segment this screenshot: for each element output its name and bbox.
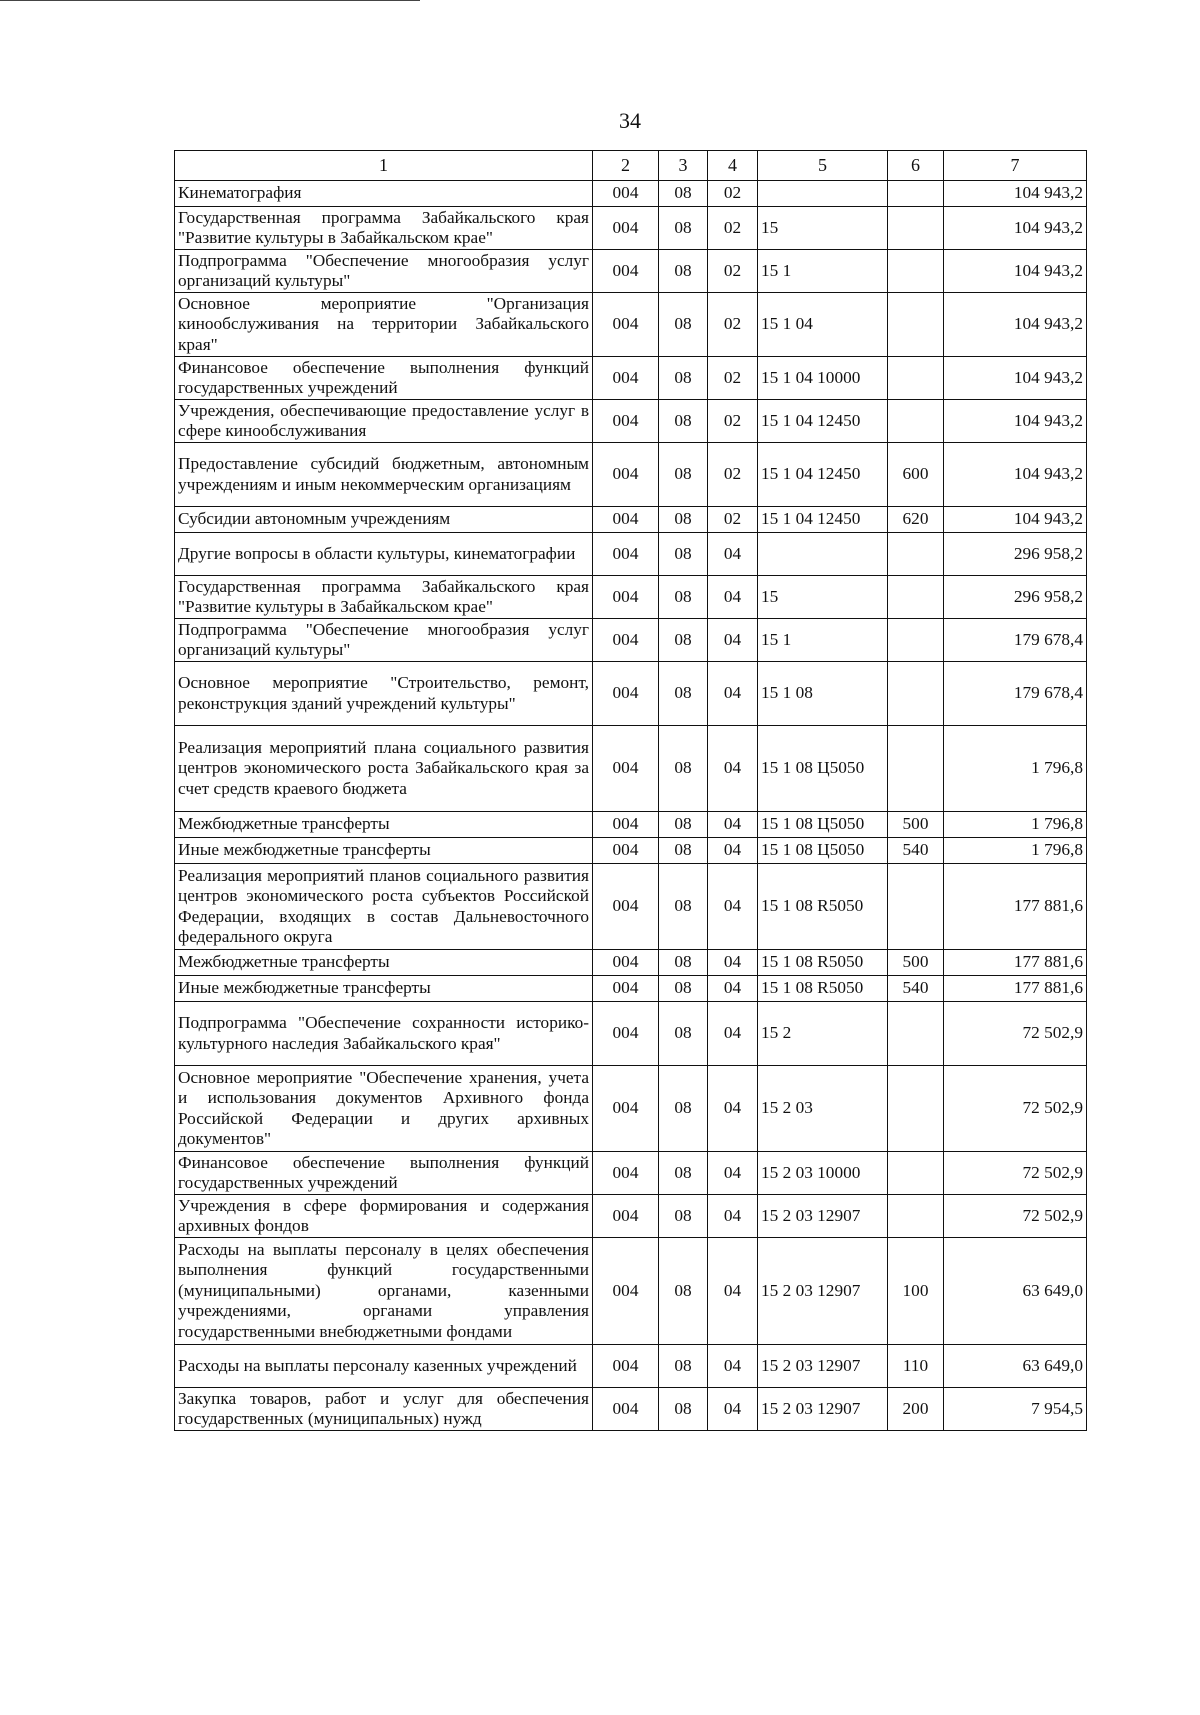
- expense-type-cell: [888, 181, 944, 207]
- admin-code-cell: 004: [593, 400, 659, 443]
- section-cell: 08: [659, 1152, 708, 1195]
- amount-cell: 1 796,8: [944, 812, 1087, 838]
- row-name-cell: Учреждения в сфере формирования и содержания архивных фондов: [175, 1195, 593, 1238]
- admin-code-cell: 004: [593, 250, 659, 293]
- row-name-cell: Подпрограмма "Обеспечение многообразия услуг организаций культуры": [175, 250, 593, 293]
- target-article-cell: 15 1 08 Ц5050: [758, 812, 888, 838]
- row-name-cell: Государственная программа Забайкальского края "Развитие культуры в Забайкальском крае": [175, 207, 593, 250]
- amount-cell: 177 881,6: [944, 976, 1087, 1002]
- table-row: [175, 1002, 1087, 1066]
- subsection-cell: 04: [708, 812, 758, 838]
- row-name-cell: Иные межбюджетные трансферты: [175, 838, 593, 864]
- amount-cell: 104 943,2: [944, 207, 1087, 250]
- section-cell: 08: [659, 443, 708, 507]
- subsection-cell: 04: [708, 1238, 758, 1345]
- table-row: [175, 443, 1087, 507]
- expense-type-cell: [888, 400, 944, 443]
- row-name-cell: Подпрограмма "Обеспечение сохранности историко-культурного наследия Забайкальского края": [175, 1002, 593, 1066]
- amount-cell: 104 943,2: [944, 293, 1087, 357]
- amount-cell: 179 678,4: [944, 662, 1087, 726]
- column-header: 1: [175, 151, 593, 181]
- admin-code-cell: 004: [593, 976, 659, 1002]
- section-cell: 08: [659, 507, 708, 533]
- row-name-cell: Основное мероприятие "Организация кинообслуживания на территории Забайкальского края": [175, 293, 593, 357]
- amount-cell: 104 943,2: [944, 250, 1087, 293]
- section-cell: 08: [659, 812, 708, 838]
- amount-cell: 296 958,2: [944, 576, 1087, 619]
- section-cell: 08: [659, 576, 708, 619]
- admin-code-cell: 004: [593, 726, 659, 812]
- expense-type-cell: 110: [888, 1345, 944, 1388]
- expense-type-cell: [888, 1066, 944, 1152]
- target-article-cell: [758, 181, 888, 207]
- subsection-cell: 04: [708, 726, 758, 812]
- expense-type-cell: [888, 250, 944, 293]
- admin-code-cell: 004: [593, 1345, 659, 1388]
- row-name-cell: Реализация мероприятий плана социального развития центров экономического роста Забайкальского края за счет средств краевого бюджета: [175, 726, 593, 812]
- row-name-cell: Реализация мероприятий планов социального развития центров экономического роста субъектов Российской Федерации, входящих в состав Дальневосточного федерального округа: [175, 864, 593, 950]
- table-row: [175, 1238, 1087, 1345]
- section-cell: 08: [659, 619, 708, 662]
- subsection-cell: 02: [708, 357, 758, 400]
- row-name-cell: Другие вопросы в области культуры, кинематографии: [175, 533, 593, 576]
- expense-type-cell: 500: [888, 812, 944, 838]
- target-article-cell: 15 2 03 12907: [758, 1238, 888, 1345]
- column-header: 4: [708, 151, 758, 181]
- target-article-cell: 15 1: [758, 250, 888, 293]
- section-cell: 08: [659, 1238, 708, 1345]
- subsection-cell: 02: [708, 293, 758, 357]
- expense-type-cell: 200: [888, 1388, 944, 1431]
- admin-code-cell: 004: [593, 357, 659, 400]
- table-row: [175, 293, 1087, 357]
- row-name-cell: Учреждения, обеспечивающие предоставление услуг в сфере кинообслуживания: [175, 400, 593, 443]
- admin-code-cell: 004: [593, 950, 659, 976]
- amount-cell: 1 796,8: [944, 838, 1087, 864]
- table-row: [175, 507, 1087, 533]
- target-article-cell: 15 2 03 10000: [758, 1152, 888, 1195]
- admin-code-cell: 004: [593, 619, 659, 662]
- expense-type-cell: 540: [888, 976, 944, 1002]
- subsection-cell: 02: [708, 443, 758, 507]
- target-article-cell: 15 1 04 10000: [758, 357, 888, 400]
- row-name-cell: Финансовое обеспечение выполнения функций государственных учреждений: [175, 1152, 593, 1195]
- expense-type-cell: [888, 357, 944, 400]
- section-cell: 08: [659, 400, 708, 443]
- row-name-cell: Межбюджетные трансферты: [175, 950, 593, 976]
- admin-code-cell: 004: [593, 662, 659, 726]
- subsection-cell: 04: [708, 976, 758, 1002]
- expense-type-cell: [888, 293, 944, 357]
- section-cell: 08: [659, 662, 708, 726]
- section-cell: 08: [659, 726, 708, 812]
- column-header: 5: [758, 151, 888, 181]
- amount-cell: 177 881,6: [944, 864, 1087, 950]
- table-row: [175, 400, 1087, 443]
- table-row: [175, 662, 1087, 726]
- row-name-cell: Кинематография: [175, 181, 593, 207]
- target-article-cell: 15 1 04 12450: [758, 507, 888, 533]
- table-row: [175, 1195, 1087, 1238]
- row-name-cell: Предоставление субсидий бюджетным, автономным учреждениям и иным некоммерческим организациям: [175, 443, 593, 507]
- table-row: [175, 250, 1087, 293]
- target-article-cell: 15 1 04: [758, 293, 888, 357]
- row-name-cell: Межбюджетные трансферты: [175, 812, 593, 838]
- section-cell: 08: [659, 181, 708, 207]
- subsection-cell: 04: [708, 950, 758, 976]
- page-number: 34: [619, 108, 641, 133]
- row-name-cell: Расходы на выплаты персоналу в целях обеспечения выполнения функций государственными (муниципальными) органами, казенными учреждениями, органами управления государственными внебюджетными фондами: [175, 1238, 593, 1345]
- table-row: [175, 1345, 1087, 1388]
- subsection-cell: 02: [708, 400, 758, 443]
- row-name-cell: Основное мероприятие "Обеспечение хранения, учета и использования документов Архивного фонда Российской Федерации и других архивных документов": [175, 1066, 593, 1152]
- amount-cell: 63 649,0: [944, 1238, 1087, 1345]
- table-row: [175, 812, 1087, 838]
- expense-type-cell: 540: [888, 838, 944, 864]
- subsection-cell: 04: [708, 1345, 758, 1388]
- target-article-cell: 15 1 08 R5050: [758, 950, 888, 976]
- amount-cell: 63 649,0: [944, 1345, 1087, 1388]
- table-row: [175, 950, 1087, 976]
- admin-code-cell: 004: [593, 1066, 659, 1152]
- scan-top-line: [0, 0, 420, 1]
- table-row: [175, 726, 1087, 812]
- target-article-cell: 15 1: [758, 619, 888, 662]
- table-row: [175, 864, 1087, 950]
- expense-type-cell: [888, 207, 944, 250]
- target-article-cell: 15 2: [758, 1002, 888, 1066]
- section-cell: 08: [659, 1066, 708, 1152]
- admin-code-cell: 004: [593, 864, 659, 950]
- admin-code-cell: 004: [593, 576, 659, 619]
- row-name-cell: Государственная программа Забайкальского края "Развитие культуры в Забайкальском крае": [175, 576, 593, 619]
- column-header: 3: [659, 151, 708, 181]
- admin-code-cell: 004: [593, 207, 659, 250]
- admin-code-cell: 004: [593, 443, 659, 507]
- target-article-cell: 15 1 08 Ц5050: [758, 726, 888, 812]
- table-header-row: [175, 151, 1087, 181]
- subsection-cell: 04: [708, 1152, 758, 1195]
- amount-cell: 1 796,8: [944, 726, 1087, 812]
- table-row: [175, 1388, 1087, 1431]
- table-row: [175, 576, 1087, 619]
- amount-cell: 104 943,2: [944, 400, 1087, 443]
- table-row: [175, 357, 1087, 400]
- expense-type-cell: 500: [888, 950, 944, 976]
- subsection-cell: 04: [708, 1066, 758, 1152]
- expense-type-cell: [888, 864, 944, 950]
- expense-type-cell: [888, 1195, 944, 1238]
- expense-type-cell: 600: [888, 443, 944, 507]
- admin-code-cell: 004: [593, 507, 659, 533]
- expense-type-cell: 620: [888, 507, 944, 533]
- target-article-cell: 15 1 08 R5050: [758, 864, 888, 950]
- subsection-cell: 04: [708, 662, 758, 726]
- table-row: [175, 838, 1087, 864]
- expense-type-cell: 100: [888, 1238, 944, 1345]
- amount-cell: 296 958,2: [944, 533, 1087, 576]
- table-row: [175, 533, 1087, 576]
- target-article-cell: 15 1 04 12450: [758, 400, 888, 443]
- subsection-cell: 02: [708, 507, 758, 533]
- amount-cell: 104 943,2: [944, 443, 1087, 507]
- target-article-cell: 15 1 08 Ц5050: [758, 838, 888, 864]
- table-row: [175, 1066, 1087, 1152]
- subsection-cell: 04: [708, 1002, 758, 1066]
- subsection-cell: 04: [708, 864, 758, 950]
- target-article-cell: 15 1 08: [758, 662, 888, 726]
- expense-type-cell: [888, 1152, 944, 1195]
- amount-cell: 179 678,4: [944, 619, 1087, 662]
- subsection-cell: 04: [708, 1195, 758, 1238]
- section-cell: 08: [659, 838, 708, 864]
- column-header: 7: [944, 151, 1087, 181]
- subsection-cell: 02: [708, 207, 758, 250]
- admin-code-cell: 004: [593, 1388, 659, 1431]
- amount-cell: 177 881,6: [944, 950, 1087, 976]
- admin-code-cell: 004: [593, 181, 659, 207]
- table-row: [175, 181, 1087, 207]
- section-cell: 08: [659, 864, 708, 950]
- expense-type-cell: [888, 662, 944, 726]
- target-article-cell: 15 2 03 12907: [758, 1345, 888, 1388]
- target-article-cell: 15: [758, 207, 888, 250]
- subsection-cell: 04: [708, 1388, 758, 1431]
- column-header: 6: [888, 151, 944, 181]
- subsection-cell: 02: [708, 181, 758, 207]
- subsection-cell: 04: [708, 533, 758, 576]
- section-cell: 08: [659, 1345, 708, 1388]
- expense-type-cell: [888, 1002, 944, 1066]
- amount-cell: 72 502,9: [944, 1066, 1087, 1152]
- section-cell: 08: [659, 533, 708, 576]
- section-cell: 08: [659, 357, 708, 400]
- admin-code-cell: 004: [593, 1195, 659, 1238]
- budget-table: [174, 150, 1087, 1431]
- amount-cell: 72 502,9: [944, 1002, 1087, 1066]
- section-cell: 08: [659, 1195, 708, 1238]
- admin-code-cell: 004: [593, 1002, 659, 1066]
- admin-code-cell: 004: [593, 533, 659, 576]
- admin-code-cell: 004: [593, 293, 659, 357]
- expense-type-cell: [888, 726, 944, 812]
- row-name-cell: Подпрограмма "Обеспечение многообразия услуг организаций культуры": [175, 619, 593, 662]
- table-row: [175, 619, 1087, 662]
- section-cell: 08: [659, 207, 708, 250]
- target-article-cell: 15 2 03 12907: [758, 1388, 888, 1431]
- target-article-cell: [758, 533, 888, 576]
- expense-type-cell: [888, 619, 944, 662]
- subsection-cell: 04: [708, 576, 758, 619]
- amount-cell: 72 502,9: [944, 1195, 1087, 1238]
- table-row: [175, 976, 1087, 1002]
- row-name-cell: Субсидии автономным учреждениям: [175, 507, 593, 533]
- column-header: 2: [593, 151, 659, 181]
- subsection-cell: 02: [708, 250, 758, 293]
- row-name-cell: Расходы на выплаты персоналу казенных учреждений: [175, 1345, 593, 1388]
- section-cell: 08: [659, 250, 708, 293]
- amount-cell: 104 943,2: [944, 357, 1087, 400]
- amount-cell: 104 943,2: [944, 181, 1087, 207]
- section-cell: 08: [659, 950, 708, 976]
- subsection-cell: 04: [708, 838, 758, 864]
- admin-code-cell: 004: [593, 1238, 659, 1345]
- admin-code-cell: 004: [593, 838, 659, 864]
- table-row: [175, 207, 1087, 250]
- admin-code-cell: 004: [593, 1152, 659, 1195]
- target-article-cell: 15: [758, 576, 888, 619]
- row-name-cell: Закупка товаров, работ и услуг для обеспечения государственных (муниципальных) нужд: [175, 1388, 593, 1431]
- section-cell: 08: [659, 1002, 708, 1066]
- row-name-cell: Иные межбюджетные трансферты: [175, 976, 593, 1002]
- admin-code-cell: 004: [593, 812, 659, 838]
- row-name-cell: Основное мероприятие "Строительство, ремонт, реконструкция зданий учреждений культуры": [175, 662, 593, 726]
- amount-cell: 104 943,2: [944, 507, 1087, 533]
- subsection-cell: 04: [708, 619, 758, 662]
- section-cell: 08: [659, 1388, 708, 1431]
- target-article-cell: 15 1 08 R5050: [758, 976, 888, 1002]
- row-name-cell: Финансовое обеспечение выполнения функций государственных учреждений: [175, 357, 593, 400]
- table-row: [175, 1152, 1087, 1195]
- target-article-cell: 15 1 04 12450: [758, 443, 888, 507]
- section-cell: 08: [659, 293, 708, 357]
- target-article-cell: 15 2 03 12907: [758, 1195, 888, 1238]
- target-article-cell: 15 2 03: [758, 1066, 888, 1152]
- expense-type-cell: [888, 533, 944, 576]
- expense-type-cell: [888, 576, 944, 619]
- amount-cell: 72 502,9: [944, 1152, 1087, 1195]
- amount-cell: 7 954,5: [944, 1388, 1087, 1431]
- section-cell: 08: [659, 976, 708, 1002]
